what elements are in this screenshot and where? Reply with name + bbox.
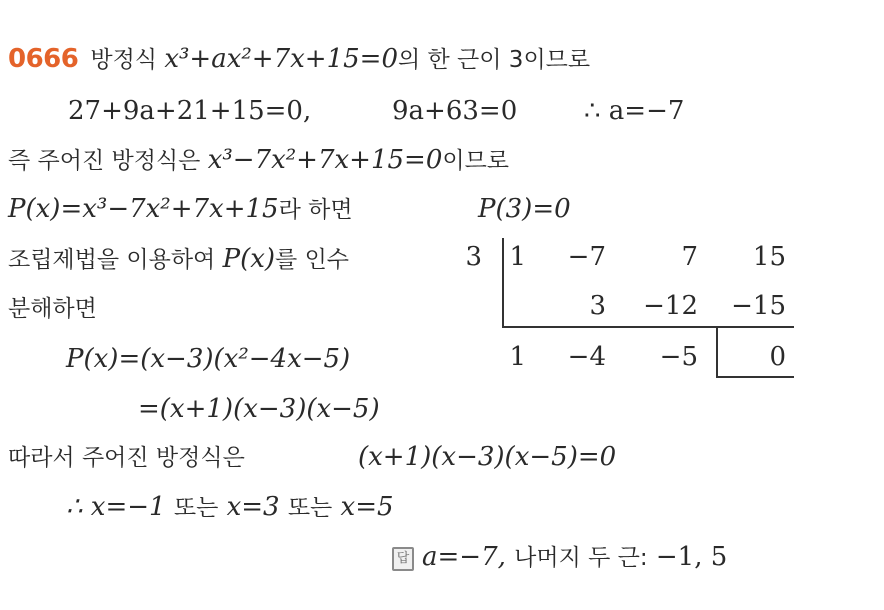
- division-line: [502, 326, 794, 328]
- line-9b: (x+1)(x−3)(x−5)=0: [358, 442, 617, 472]
- divisor: 3: [465, 242, 482, 272]
- coef-r1c3: 7: [681, 242, 698, 272]
- line-9: 따라서 주어진 방정식은: [8, 445, 245, 471]
- coef-r3c3: −5: [659, 342, 698, 372]
- line-10: ∴ x=−1 또는 x=3 또는 x=5: [66, 492, 394, 522]
- problem-number: 0666: [8, 44, 79, 74]
- coef-r1c4: 15: [752, 242, 786, 272]
- coef-r2c4: −15: [731, 291, 786, 321]
- line-2: 27+9a+21+15=0,: [68, 96, 312, 126]
- coef-r2c3: −12: [643, 291, 698, 321]
- synthetic-division: [465, 228, 800, 378]
- remainder-underline: [716, 376, 794, 378]
- coef-r3c1: 1: [509, 342, 526, 372]
- line-6: 분해하면: [8, 296, 97, 322]
- coef-r1c1: 1: [509, 242, 526, 272]
- answer-line: 답 a=−7, 나머지 두 근: −1, 5: [392, 540, 727, 575]
- line-4: P(x)=x³−7x²+7x+15라 하면: [8, 194, 353, 224]
- line-3: 즉 주어진 방정식은 x³−7x²+7x+15=0이므로: [8, 145, 510, 175]
- remainder-bar: [716, 328, 718, 378]
- coef-r2c2: 3: [589, 291, 606, 321]
- line-4b: P(3)=0: [478, 194, 571, 224]
- line-7: P(x)=(x−3)(x²−4x−5): [66, 344, 351, 374]
- line-5: 조립제법을 이용하여 P(x)를 인수: [8, 244, 350, 274]
- line-2b: 9a+63=0: [392, 96, 518, 126]
- answer-icon: 답: [392, 547, 414, 571]
- remainder: 0: [769, 342, 786, 372]
- coef-r3c2: −4: [567, 342, 606, 372]
- line-8: =(x+1)(x−3)(x−5): [138, 394, 380, 424]
- coef-r1c2: −7: [567, 242, 606, 272]
- line-2c: ∴ a=−7: [584, 96, 685, 126]
- line-1: 0666 방정식 x³+ax²+7x+15=0의 한 근이 3이므로: [8, 44, 591, 74]
